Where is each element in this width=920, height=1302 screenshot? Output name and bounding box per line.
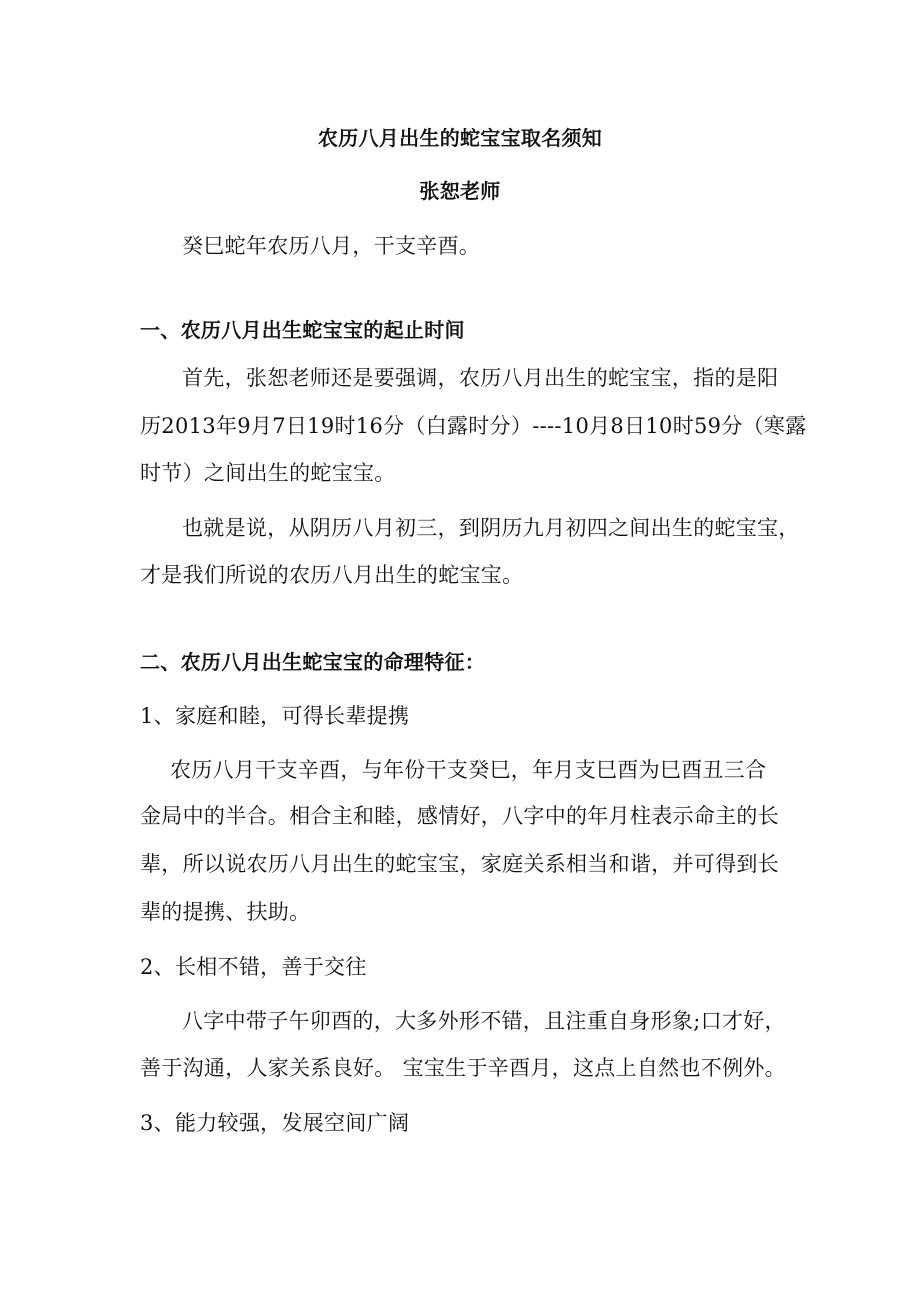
document-title: 农历八月出生的蛇宝宝取名须知 — [317, 126, 603, 150]
item3-title: 3、能力较强，发展空间广阔 — [140, 1111, 410, 1135]
section1-para1-line2: 历2013年9月7日19时16分（白露时分）----10月8日10时59分（寒露 — [140, 414, 807, 438]
item2-line1: 八字中带子午卯酉的，大多外形不错，且注重自身形象;口才好， — [182, 1009, 786, 1033]
item1-line4: 辈的提携、扶助。 — [140, 900, 311, 924]
section1-para2-line1: 也就是说，从阴历八月初三，到阴历九月初四之间出生的蛇宝宝， — [182, 516, 800, 540]
section2-heading: 二、农历八月出生蛇宝宝的命理特征： — [140, 650, 486, 674]
document-author: 张恕老师 — [419, 179, 501, 203]
section1-heading: 一、农历八月出生蛇宝宝的起止时间 — [140, 318, 465, 342]
item2-line2: 善于沟通，人家关系良好。 宝宝生于辛酉月，这点上自然也不例外。 — [140, 1056, 786, 1080]
item1-line3: 辈，所以说农历八月出生的蛇宝宝，家庭关系相当和谐，并可得到长 — [140, 852, 779, 876]
intro-paragraph: 癸巳蛇年农历八月，干支辛酉。 — [182, 234, 481, 258]
section1-para1-line1: 首先，张恕老师还是要强调，农历八月出生的蛇宝宝，指的是阳 — [182, 366, 779, 390]
item1-title: 1、家庭和睦，可得长辈提携 — [140, 704, 410, 728]
section1-para2-line2: 才是我们所说的农历八月出生的蛇宝宝。 — [140, 563, 524, 587]
section1-para1-line3: 时节）之间出生的蛇宝宝。 — [140, 461, 396, 485]
item1-line2: 金局中的半合。相合主和睦，感情好，八字中的年月柱表示命主的长 — [140, 804, 779, 828]
item2-title: 2、长相不错，善于交往 — [140, 955, 367, 979]
item1-line1: 农历八月干支辛酉，与年份干支癸巳，年月支巳酉为巳酉丑三合 — [170, 758, 767, 782]
